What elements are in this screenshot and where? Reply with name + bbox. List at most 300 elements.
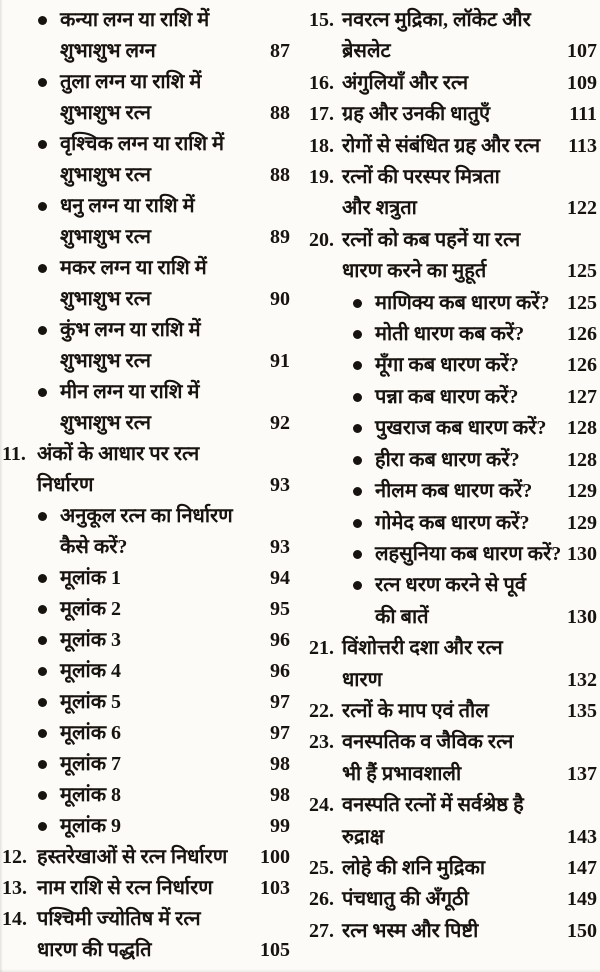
toc-entry	[2, 501, 290, 563]
entry-title-text: नवरत्न मुद्रिका, लॉकेट और	[342, 9, 531, 31]
entry-body	[342, 225, 597, 288]
bullet-icon	[353, 476, 375, 496]
bullet-icon	[38, 501, 60, 521]
bullet-icon	[353, 350, 375, 370]
entry-number: 11.	[2, 443, 26, 465]
entry-number: 20.	[309, 228, 334, 251]
toc-entry	[2, 811, 290, 842]
entry-page-number: 127	[567, 385, 597, 408]
entry-body	[37, 904, 290, 966]
entry-body	[60, 129, 290, 191]
toc-entry	[2, 842, 290, 873]
entry-page-number: 125	[567, 291, 597, 314]
entry-title-text: ब्रेसलेट	[342, 40, 391, 63]
entry-body	[375, 445, 597, 476]
toc-entry	[309, 727, 597, 790]
entry-title-text: मूलांक 5	[60, 691, 122, 713]
entry-number: 27.	[309, 919, 334, 942]
toc-entry	[2, 191, 290, 253]
entry-title-text: धारण की पद्धति	[37, 939, 152, 961]
entry-title-text: मूलांक 6	[60, 722, 122, 744]
entry-line	[60, 160, 290, 191]
toc-entry	[309, 350, 597, 381]
entry-title-text: रत्न भस्म और पिष्टी	[342, 919, 479, 942]
toc-entry	[2, 253, 290, 315]
entry-line	[342, 916, 597, 947]
toc-entry	[2, 656, 290, 687]
entry-page-number: 97	[270, 691, 290, 713]
toc-entry	[2, 873, 290, 904]
entry-line	[342, 665, 597, 696]
entry-title-text: वृश्चिक लग्न या राशि में	[60, 133, 225, 155]
entry-body	[375, 476, 597, 507]
toc-entry	[309, 916, 597, 947]
entry-body	[375, 508, 597, 539]
bullet-icon	[353, 539, 375, 559]
entry-title-text: पश्चिमी ज्योतिष में रत्न	[37, 908, 201, 930]
entry-line	[342, 822, 597, 853]
entry-body	[342, 5, 597, 68]
entry-line	[375, 445, 597, 476]
entry-line	[60, 67, 290, 98]
toc-entry	[2, 67, 290, 129]
entry-body	[342, 68, 597, 99]
entry-page-number: 149	[567, 888, 597, 911]
entry-title-text: रोगों से संबंधित ग्रह और रत्न	[342, 134, 541, 157]
entry-page-number: 90	[270, 288, 290, 310]
bullet-icon	[38, 191, 60, 211]
toc-entry	[2, 904, 290, 966]
entry-title-text: मूलांक 1	[60, 567, 122, 589]
entry-body	[60, 67, 290, 129]
entry-body	[37, 842, 290, 873]
toc-entry	[309, 508, 597, 539]
entry-line	[60, 222, 290, 253]
entry-page-number: 125	[567, 260, 597, 283]
bullet-icon	[353, 319, 375, 339]
toc-entry	[2, 594, 290, 625]
bullet-icon	[38, 811, 60, 831]
entry-page-number: 98	[270, 753, 290, 775]
entry-title-text: शुभाशुभ रत्न	[60, 226, 151, 248]
entry-body	[342, 633, 597, 696]
entry-line	[37, 842, 290, 873]
entry-page-number: 95	[270, 598, 290, 620]
entry-page-number: 128	[567, 448, 597, 471]
toc-entry	[309, 319, 597, 350]
entry-body	[60, 656, 290, 687]
entry-body	[342, 99, 597, 130]
entry-line	[60, 129, 290, 160]
entry-title-text: कन्या लग्न या राशि में	[60, 9, 210, 31]
entry-line	[37, 904, 290, 935]
entry-title-text: शुभाशुभ रत्न	[60, 412, 151, 434]
entry-line	[60, 36, 290, 67]
entry-title-text: शुभाशुभ रत्न	[60, 164, 151, 186]
toc-entry	[309, 68, 597, 99]
bullet-icon	[38, 5, 60, 25]
entry-line	[37, 439, 290, 470]
entry-title-text: गोमेद कब धारण करें?	[375, 511, 530, 534]
toc-entry	[309, 413, 597, 444]
toc-entry	[2, 315, 290, 377]
entry-line	[60, 253, 290, 284]
bullet-icon	[38, 253, 60, 273]
entry-number: 17.	[309, 103, 334, 126]
entry-title-text: शुभाशुभ रत्न	[60, 102, 151, 124]
entry-line	[60, 5, 290, 36]
entry-title-text: धनु लग्न या राशि में	[60, 195, 195, 217]
entry-number: 16.	[309, 71, 334, 94]
bullet-icon	[38, 687, 60, 707]
entry-body	[342, 727, 597, 790]
entry-line	[342, 68, 597, 99]
entry-title-text: नाम राशि से रत्न निर्धारण	[37, 877, 213, 899]
entry-line	[60, 687, 290, 718]
entry-page-number: 135	[567, 699, 597, 722]
bullet-icon	[38, 718, 60, 738]
entry-body	[60, 718, 290, 749]
entry-line	[342, 759, 597, 790]
entry-title-text: ग्रह और उनकी धातुएँ	[342, 103, 491, 126]
entry-body	[60, 563, 290, 594]
toc-entry	[309, 476, 597, 507]
entry-number: 26.	[309, 888, 334, 911]
entry-line	[60, 408, 290, 439]
entry-body	[342, 853, 597, 884]
entry-line	[342, 99, 597, 130]
entry-body	[60, 315, 290, 377]
entry-line	[342, 790, 597, 821]
entry-page-number: 130	[567, 542, 597, 565]
toc-column-right	[304, 5, 597, 972]
entry-title-text: मोती धारण कब करें?	[375, 323, 525, 346]
entry-title-text: मूलांक 9	[60, 815, 122, 837]
entry-title-text: नीलम कब धारण करें?	[375, 480, 533, 503]
entry-page-number: 88	[270, 102, 290, 124]
toc-entry	[309, 99, 597, 130]
entry-title-text: माणिक्य कब धारण करें?	[375, 291, 550, 314]
entry-number: 18.	[309, 134, 334, 157]
entry-body	[375, 539, 597, 570]
toc-column-left	[2, 5, 290, 972]
entry-line	[60, 284, 290, 315]
entry-title-text: रत्नों के माप एवं तौल	[342, 699, 489, 722]
entry-title-text: शुभाशुभ लग्न	[60, 40, 156, 62]
entry-number: 24.	[309, 794, 334, 817]
entry-line	[375, 602, 597, 633]
bullet-icon	[353, 413, 375, 433]
bullet-icon	[353, 445, 375, 465]
entry-line	[375, 508, 597, 539]
entry-line	[342, 193, 597, 224]
entry-title-text: रत्नों को कब पहनें या रत्न	[342, 228, 521, 251]
entry-body	[342, 696, 597, 727]
entry-title-text: मीन लग्न या राशि में	[60, 381, 200, 403]
entry-page-number: 92	[270, 412, 290, 434]
entry-line	[60, 749, 290, 780]
entry-line	[375, 413, 597, 444]
entry-line	[375, 350, 597, 381]
entry-body	[37, 873, 290, 904]
entry-line	[342, 884, 597, 915]
entry-line	[375, 319, 597, 350]
bullet-icon	[38, 594, 60, 614]
toc-entry	[309, 539, 597, 570]
entry-body	[60, 5, 290, 67]
bullet-icon	[38, 315, 60, 335]
toc-entry	[309, 288, 597, 319]
entry-line	[60, 501, 290, 532]
entry-body	[375, 350, 597, 381]
toc-entry	[2, 625, 290, 656]
toc-entry	[2, 5, 290, 67]
entry-page-number: 89	[270, 226, 290, 248]
entry-line	[60, 377, 290, 408]
entry-title-text: तुला लग्न या राशि में	[60, 71, 202, 93]
entry-line	[37, 935, 290, 966]
entry-line	[60, 780, 290, 811]
entry-title-text: की बातें	[375, 605, 429, 628]
entry-line	[342, 162, 597, 193]
entry-page-number: 150	[567, 919, 597, 942]
entry-title-text: पुखराज कब धारण करें?	[375, 417, 547, 440]
entry-body	[60, 687, 290, 718]
entry-number: 14.	[2, 908, 27, 930]
entry-body	[60, 780, 290, 811]
entry-line	[342, 131, 597, 162]
entry-page-number: 129	[567, 511, 597, 534]
entry-body	[375, 319, 597, 350]
entry-number: 22.	[309, 699, 334, 722]
entry-body	[37, 439, 290, 501]
toc-entry	[309, 853, 597, 884]
entry-title-text: मकर लग्न या राशि में	[60, 257, 207, 279]
toc-entry	[309, 884, 597, 915]
toc-entry	[2, 377, 290, 439]
entry-title-text: रत्नों की परस्पर मित्रता	[342, 166, 500, 189]
entry-title-text: कैसे करें?	[60, 536, 128, 558]
entry-page-number: 96	[270, 660, 290, 682]
entry-title-text: धारण	[342, 668, 383, 691]
entry-line	[342, 696, 597, 727]
entry-line	[375, 476, 597, 507]
entry-body	[342, 162, 597, 225]
entry-page-number: 147	[567, 856, 597, 879]
entry-title-text: हस्तरेखाओं से रत्न निर्धारण	[37, 846, 228, 868]
entry-line	[342, 256, 597, 287]
entry-title-text: लहसुनिया कब धारण करें?	[375, 542, 562, 565]
entry-page-number: 98	[270, 784, 290, 806]
entry-body	[342, 884, 597, 915]
entry-line	[342, 36, 597, 67]
entry-body	[60, 594, 290, 625]
entry-page-number: 94	[270, 567, 290, 589]
entry-title-text: वनस्पति रत्नों में सर्वश्रेष्ठ है	[342, 794, 524, 817]
toc-entry	[2, 563, 290, 594]
entry-line	[60, 532, 290, 563]
entry-line	[342, 5, 597, 36]
entry-line	[60, 656, 290, 687]
entry-body	[342, 916, 597, 947]
toc-entry	[309, 696, 597, 727]
entry-title-text: मूलांक 8	[60, 784, 122, 806]
entry-page-number: 97	[270, 722, 290, 744]
entry-title-text: मूलांक 3	[60, 629, 122, 651]
entry-title-text: अंकों के आधार पर रत्न	[37, 443, 200, 465]
entry-page-number: 126	[567, 354, 597, 377]
entry-page-number: 88	[270, 164, 290, 186]
entry-line	[342, 633, 597, 664]
entry-title-text: पंचधातु की अँगूठी	[342, 888, 469, 911]
bullet-icon	[38, 656, 60, 676]
entry-number: 13.	[2, 877, 27, 899]
entry-title-text: मूलांक 4	[60, 660, 122, 682]
entry-line	[60, 315, 290, 346]
entry-body	[60, 749, 290, 780]
entry-page-number: 105	[260, 939, 290, 961]
entry-line	[375, 288, 597, 319]
entry-page-number: 93	[270, 474, 290, 496]
entry-title-text: और शत्रुता	[342, 197, 417, 220]
toc-entry	[309, 445, 597, 476]
entry-page-number: 99	[270, 815, 290, 837]
entry-title-text: मूलांक 7	[60, 753, 122, 775]
bullet-icon	[38, 67, 60, 87]
bullet-icon	[353, 508, 375, 528]
entry-line	[60, 191, 290, 222]
entry-line	[60, 811, 290, 842]
bullet-icon	[353, 382, 375, 402]
entry-page-number: 129	[567, 480, 597, 503]
entry-number: 23.	[309, 731, 334, 754]
entry-number: 12.	[2, 846, 27, 868]
toc-entry	[2, 129, 290, 191]
entry-title-text: निर्धारण	[37, 474, 94, 496]
entry-line	[342, 727, 597, 758]
entry-page-number: 103	[260, 877, 290, 899]
entry-body	[60, 625, 290, 656]
entry-body	[60, 191, 290, 253]
entry-page-number: 107	[567, 40, 597, 63]
entry-page-number: 100	[260, 846, 290, 868]
entry-title-text: लोहे की शनि मुद्रिका	[342, 856, 486, 879]
entry-title-text: कुंभ लग्न या राशि में	[60, 319, 201, 341]
entry-page-number: 91	[270, 350, 290, 372]
entry-line	[375, 570, 597, 601]
entry-title-text: अनुकूल रत्न का निर्धारण	[60, 505, 233, 527]
entry-page-number: 132	[567, 668, 597, 691]
toc-entry	[309, 790, 597, 853]
entry-line	[342, 225, 597, 256]
entry-title-text: हीरा कब धारण करें?	[375, 448, 520, 471]
entry-number: 25.	[309, 856, 334, 879]
entry-page-number: 87	[270, 40, 290, 62]
bullet-icon	[38, 625, 60, 645]
entry-line	[60, 594, 290, 625]
entry-line	[60, 98, 290, 129]
entry-body	[342, 790, 597, 853]
entry-number: 21.	[309, 637, 334, 660]
entry-number: 19.	[309, 166, 334, 189]
entry-title-text: अंगुलियाँ और रत्न	[342, 71, 469, 94]
entry-page-number: 128	[567, 417, 597, 440]
entry-page-number: 137	[567, 762, 597, 785]
entry-title-text: मूँगा कब धारण करें?	[375, 354, 519, 377]
toc-entry	[2, 687, 290, 718]
entry-body	[342, 131, 597, 162]
entry-body	[375, 288, 597, 319]
entry-page-number: 96	[270, 629, 290, 651]
toc-entry	[309, 131, 597, 162]
entry-page-number: 111	[569, 103, 597, 126]
toc-entry	[2, 749, 290, 780]
entry-page-number: 143	[567, 825, 597, 848]
entry-body	[60, 811, 290, 842]
entry-line	[375, 382, 597, 413]
entry-line	[375, 539, 597, 570]
bullet-icon	[38, 129, 60, 149]
entry-title-text: रुद्राक्ष	[342, 825, 385, 848]
toc-entry	[309, 225, 597, 288]
entry-page-number: 113	[568, 134, 597, 157]
entry-line	[342, 853, 597, 884]
entry-page-number: 109	[567, 71, 597, 94]
entry-line	[37, 873, 290, 904]
entry-title-text: शुभाशुभ रत्न	[60, 288, 151, 310]
bullet-icon	[38, 377, 60, 397]
entry-line	[60, 346, 290, 377]
bullet-icon	[353, 288, 375, 308]
toc-entry	[309, 5, 597, 68]
entry-page-number: 93	[270, 536, 290, 558]
entry-page-number: 126	[567, 323, 597, 346]
entry-body	[60, 377, 290, 439]
toc-entry	[309, 633, 597, 696]
entry-title-text: भी हैं प्रभावशाली	[342, 762, 462, 785]
entry-title-text: पन्ना कब धारण करें?	[375, 385, 519, 408]
bullet-icon	[38, 563, 60, 583]
toc-entry	[2, 780, 290, 811]
toc-entry	[2, 718, 290, 749]
bullet-icon	[38, 780, 60, 800]
toc-entry	[2, 439, 290, 501]
entry-line	[60, 718, 290, 749]
entry-body	[375, 382, 597, 413]
entry-line	[60, 625, 290, 656]
toc-entry	[309, 570, 597, 633]
entry-title-text: रत्न धरण करने से पूर्व	[375, 574, 526, 597]
entry-title-text: विंशोत्तरी दशा और रत्न	[342, 637, 503, 660]
entry-body	[375, 413, 597, 444]
toc-entry	[309, 382, 597, 413]
entry-body	[375, 570, 597, 633]
entry-line	[60, 563, 290, 594]
bullet-icon	[38, 749, 60, 769]
entry-line	[37, 470, 290, 501]
entry-title-text: धारण करने का मुहूर्त	[342, 260, 487, 283]
entry-page-number: 130	[567, 605, 597, 628]
entry-body	[60, 253, 290, 315]
entry-body	[60, 501, 290, 563]
toc-entry	[309, 162, 597, 225]
bullet-icon	[353, 570, 375, 590]
entry-page-number: 122	[567, 197, 597, 220]
entry-title-text: मूलांक 2	[60, 598, 122, 620]
entry-title-text: शुभाशुभ रत्न	[60, 350, 151, 372]
entry-number: 15.	[309, 9, 334, 31]
entry-title-text: वनस्पतिक व जैविक रत्न	[342, 731, 514, 754]
